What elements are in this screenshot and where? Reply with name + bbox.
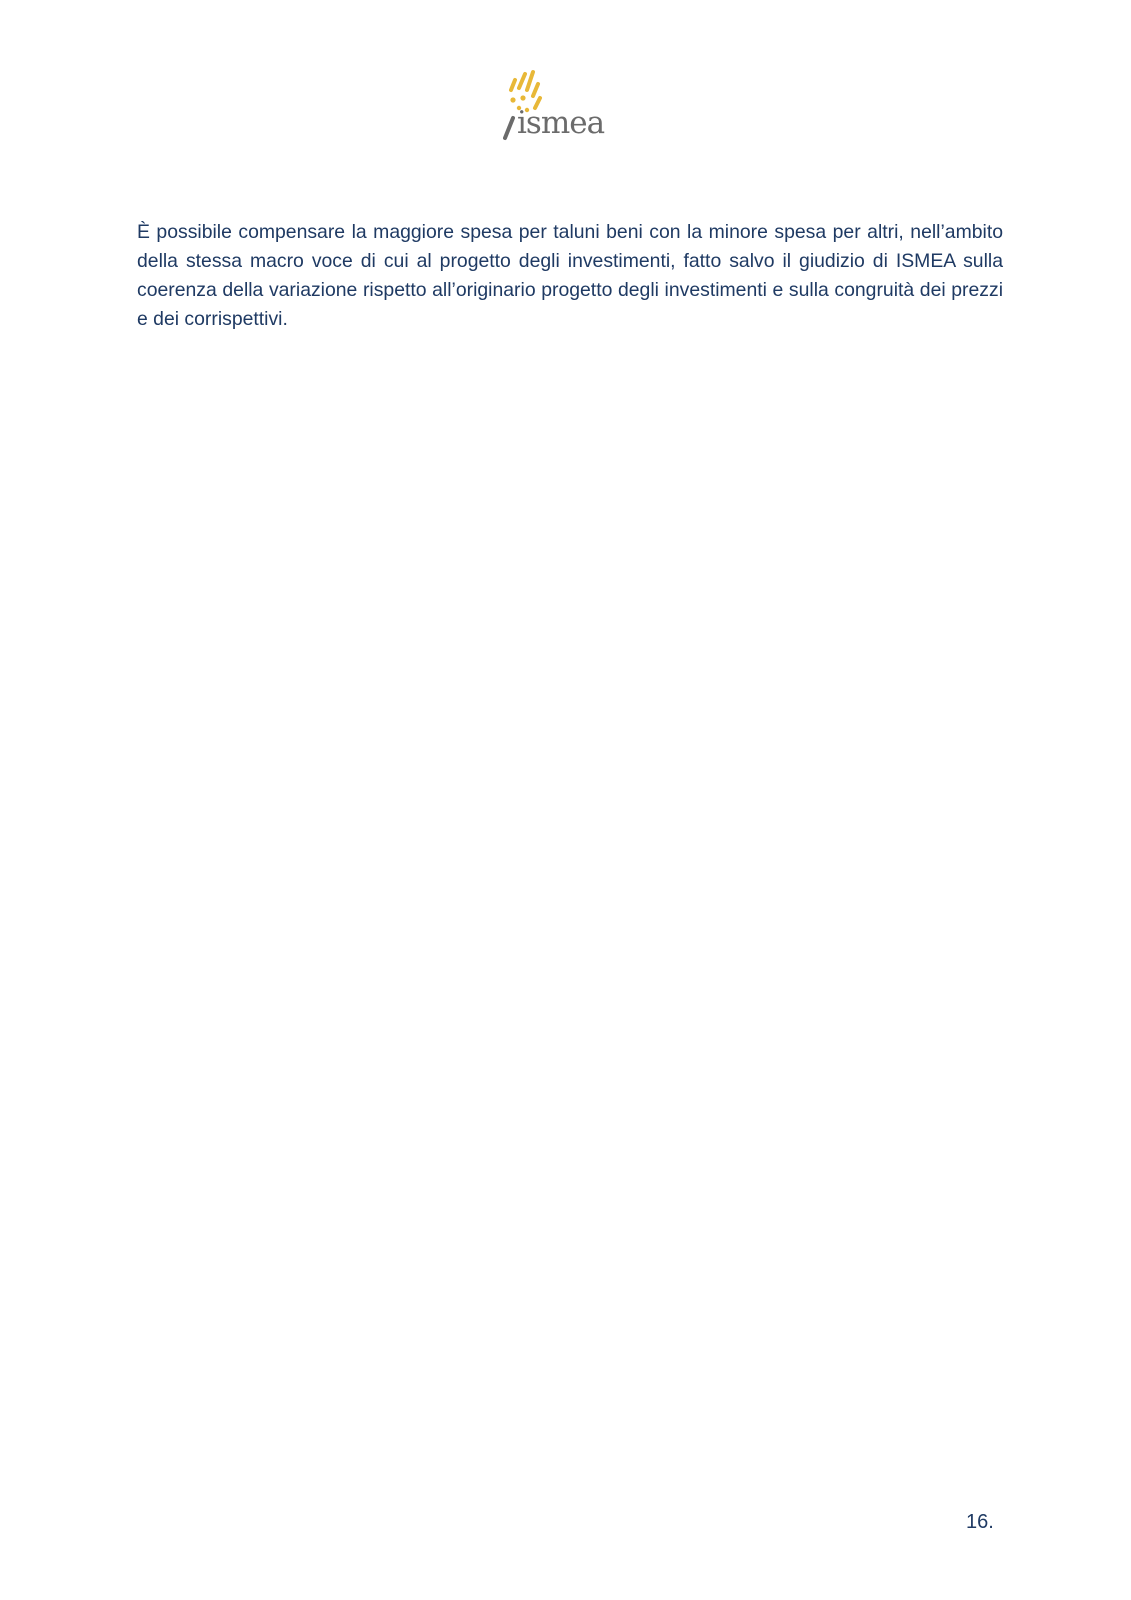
logo-wordmark: ismea bbox=[517, 105, 605, 141]
body-paragraph: È possibile compensare la maggiore spesa per taluni beni con la minore spesa per altri, nell’ambito della stessa macro voce di cui al progetto degli investimenti, fatto salvo il giudizio di ISMEA sulla coerenza della variazione rispetto all’originario progetto degli investimenti e sulla congruità dei prezzi e dei corrispettivi. bbox=[137, 221, 1003, 330]
ismea-logo bbox=[503, 68, 625, 146]
page-number: 16. bbox=[966, 1511, 994, 1533]
